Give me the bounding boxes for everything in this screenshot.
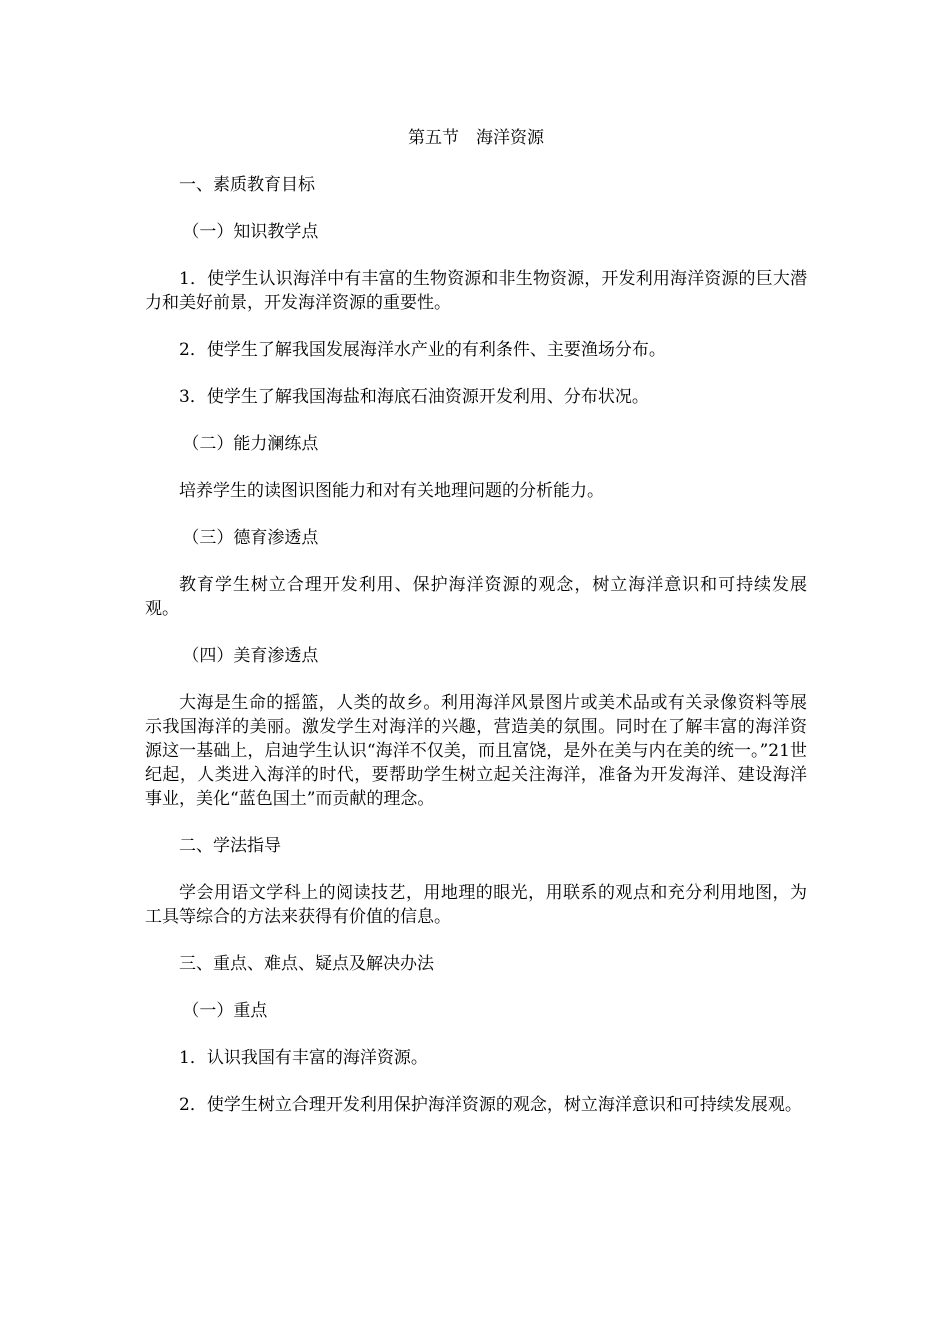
key-point-2: 2．使学生树立合理开发利用保护海洋资源的观念，树立海洋意识和可持续发展观。 [179,1095,802,1115]
subsection-heading-moral: （三）德育渗透点 [182,528,319,548]
list-item-3: 3．使学生了解我国海盐和海底石油资源开发利用、分布状况。 [179,387,649,407]
section-heading-2: 二、学法指导 [179,836,281,856]
subsection-heading-aesthetic: （四）美育渗透点 [182,646,319,666]
section-heading-1: 一、素质教育目标 [179,175,315,195]
paragraph-ability: 培养学生的读图识图能力和对有关地理问题的分析能力。 [179,481,604,501]
paragraph-moral: 教育学生树立合理开发利用、保护海洋资源的观念，树立海洋意识和可持续发展观。 [145,575,807,619]
list-item-1: 1．使学生认识海洋中有丰富的生物资源和非生物资源，开发利用海洋资源的巨大潜力和美好前景，开发海洋资源的重要性。 [145,269,807,313]
key-point-1: 1．认识我国有丰富的海洋资源。 [179,1048,428,1068]
paragraph-aesthetic: 大海是生命的摇篮，人类的故乡。利用海洋风景图片或美术品或有关录像资料等展示我国海洋的美丽。激发学生对海洋的兴趣，营造美的氛围。同时在了解丰富的海洋资源这一基础上，启迪学生认识“海洋不仅美，而且富饶，是外在美与内在美的统一。”21世纪起，人类进入海洋的时代，要帮助学生树立起关注海洋，准备为开发海洋、建设海洋事业，美化“蓝色国土”而贡献的理念。 [145,693,807,809]
section-heading-3: 三、重点、难点、疑点及解决办法 [179,954,434,974]
document-body [145,126,807,1140]
subsection-heading-key-points: （一）重点 [182,1001,268,1021]
subsection-heading-knowledge: （一）知识教学点 [182,222,319,242]
subsection-heading-ability: （二）能力澜练点 [182,434,319,454]
page-title: 第五节 海洋资源 [408,128,544,148]
paragraph-method: 学会用语文学科上的阅读技艺，用地理的眼光，用联系的观点和充分利用地图，为工具等综合的方法来获得有价值的信息。 [145,883,807,927]
list-item-2: 2．使学生了解我国发展海洋水产业的有利条件、主要渔场分布。 [179,340,666,360]
